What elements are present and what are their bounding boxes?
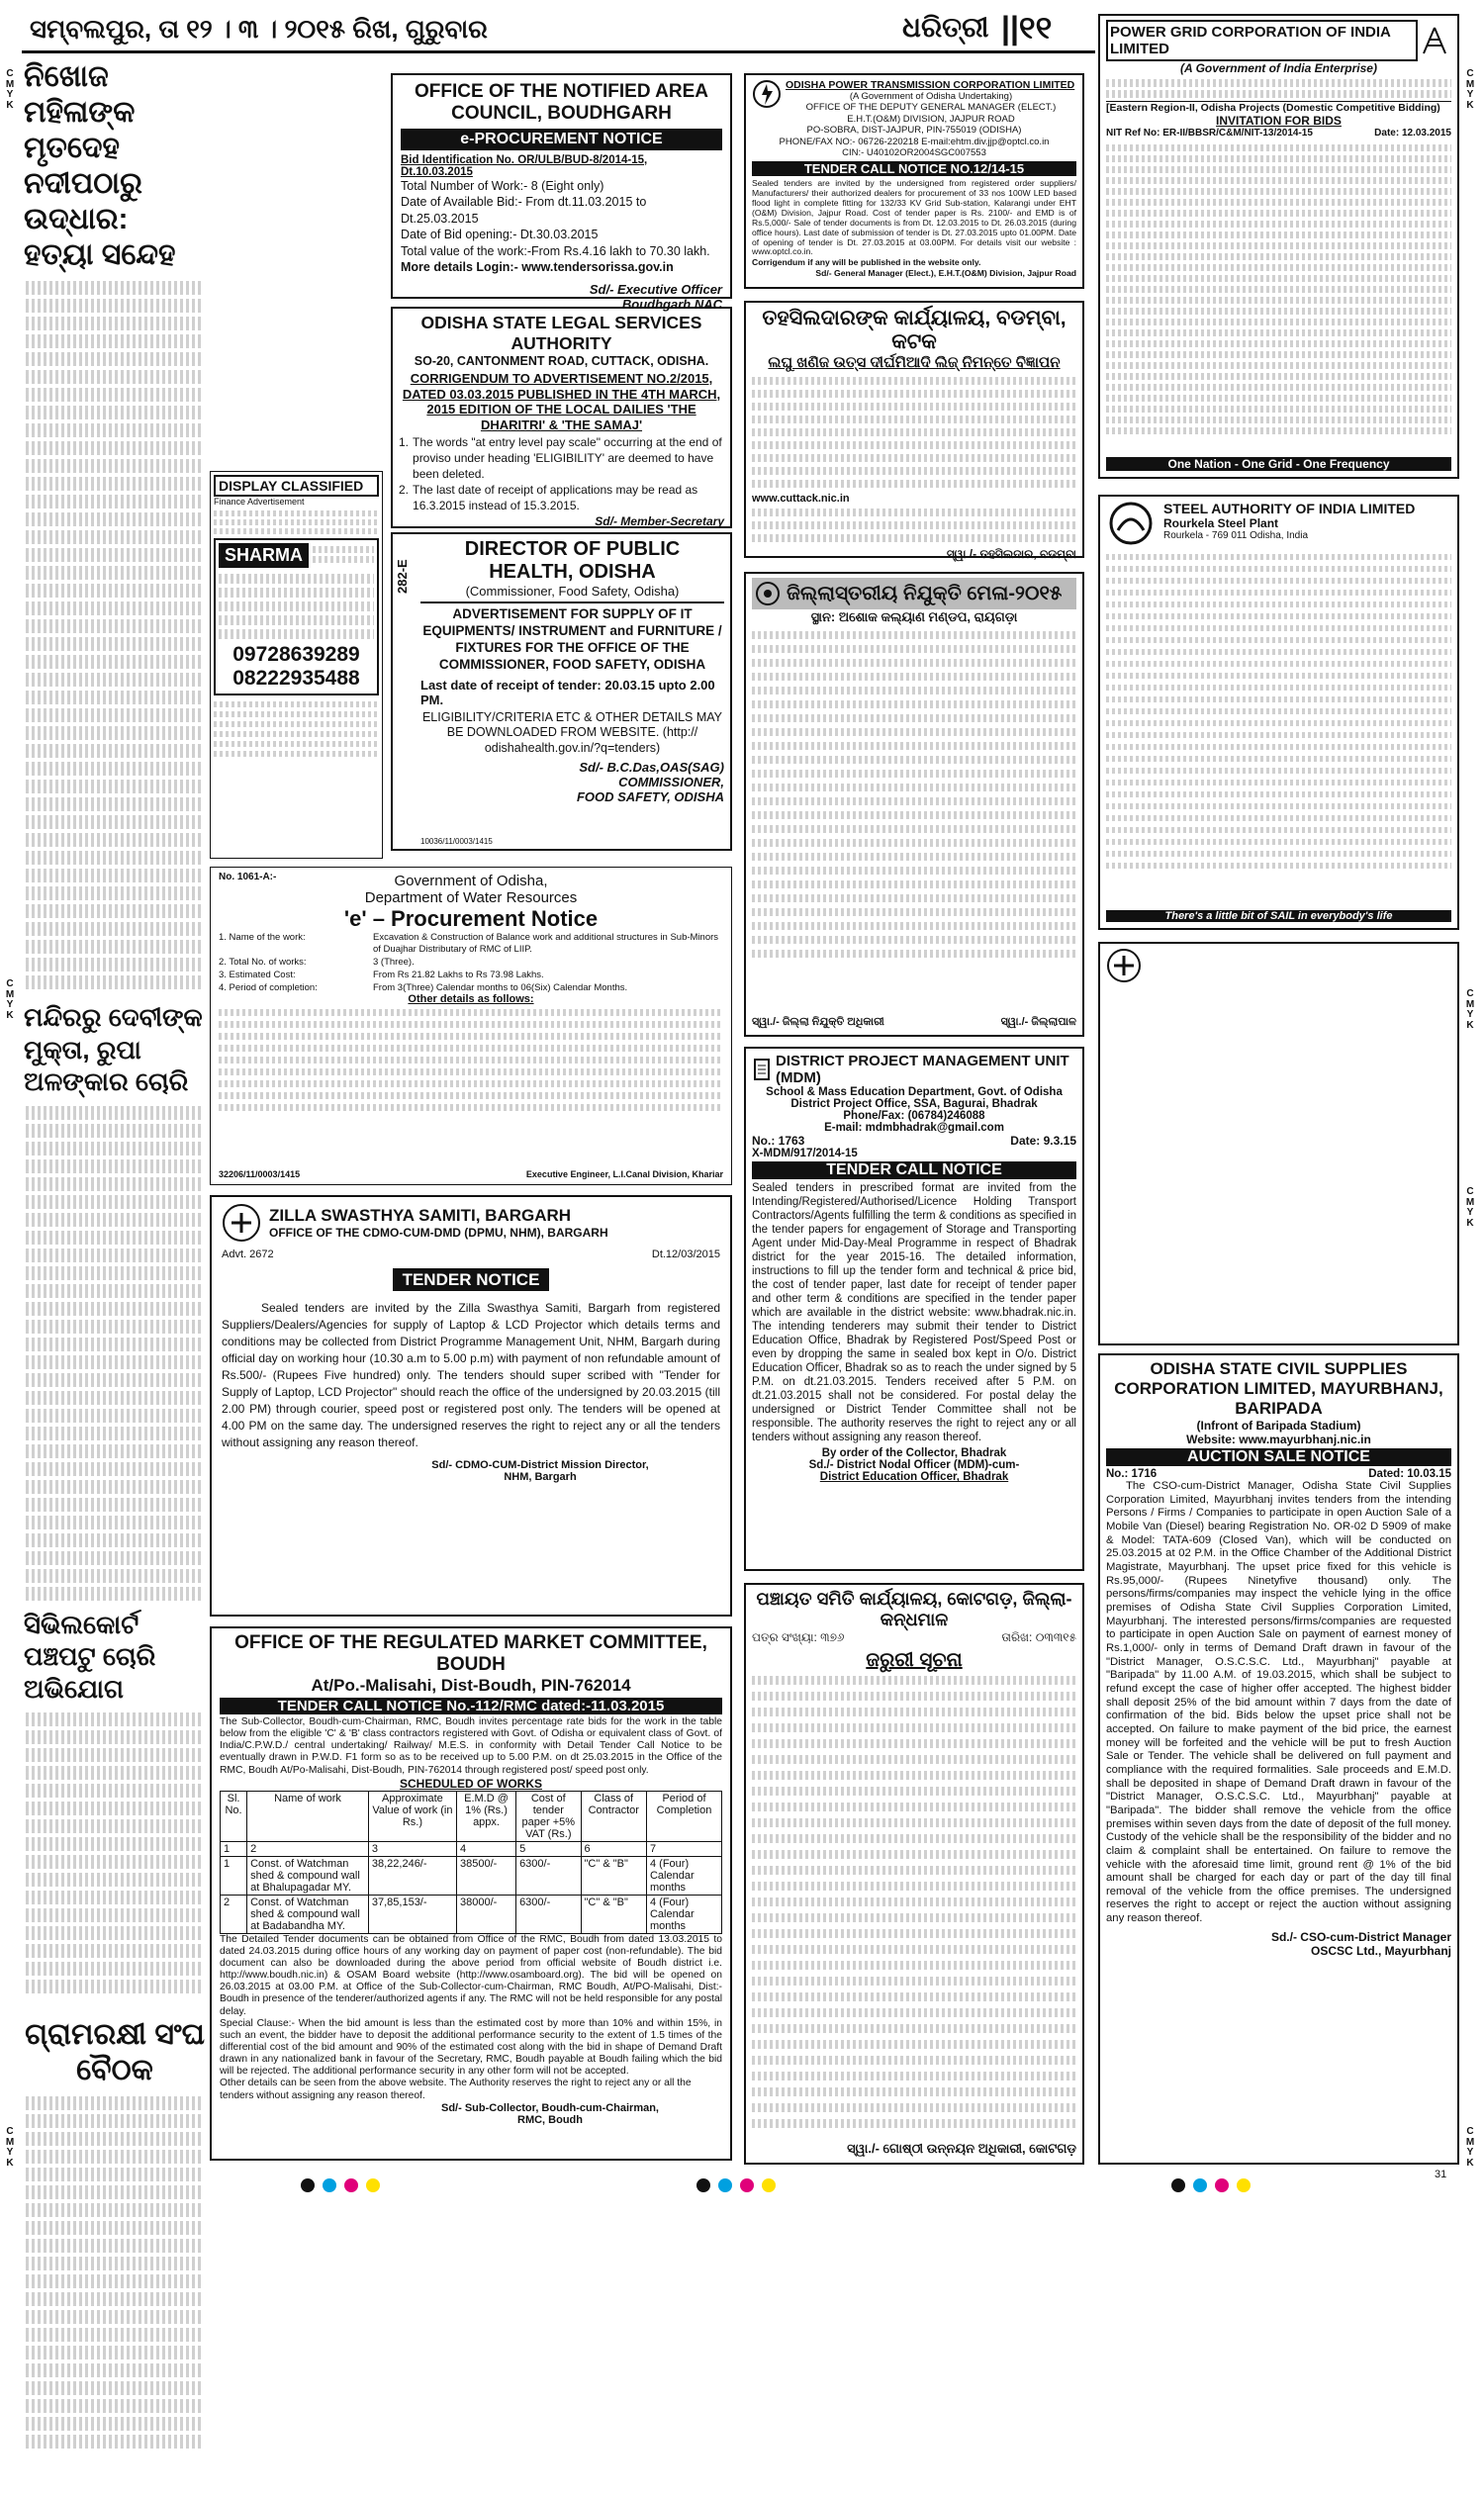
water-other: Other details as follows: bbox=[408, 993, 534, 1006]
dpmu-bar: TENDER CALL NOTICE bbox=[752, 1161, 1076, 1179]
emblem-icon bbox=[755, 581, 781, 606]
water-dept: Department of Water Resources bbox=[364, 889, 578, 906]
water-val: From Rs 21.82 Lakhs to Rs 73.98 Lakhs. bbox=[373, 969, 544, 980]
table-cell: 6300/- bbox=[516, 1895, 581, 1933]
water-notice bbox=[210, 867, 732, 1185]
powergrid-title: POWER GRID CORPORATION OF INDIA LIMITED bbox=[1106, 20, 1418, 61]
table-cell: 6300/- bbox=[516, 1856, 581, 1895]
oscsc-bar: AUCTION SALE NOTICE bbox=[1106, 1448, 1451, 1466]
optcl-title: ODISHA POWER TRANSMISSION CORPORATION LIMITED bbox=[786, 79, 1075, 91]
health-logo-icon bbox=[222, 1203, 261, 1243]
rmc-sig: RMC, Boudh bbox=[517, 2113, 583, 2126]
rmc-addr: At/Po.-Malisahi, Dist-Boudh, PIN-762014 bbox=[311, 1676, 631, 1695]
color-bar-mid bbox=[693, 2178, 801, 2198]
water-key: 2. Total No. of works: bbox=[219, 956, 307, 968]
jobfair-sig-1: ସ୍ୱା./- ଜିଲ୍ଲା ନିଯୁକ୍ତି ଅଧିକାରୀ bbox=[752, 1016, 884, 1028]
classified-title: DISPLAY CLASSIFIED bbox=[214, 475, 379, 497]
dateline: ସମ୍ବଲପୁର, ତା ୧୨ । ୩ । ୨୦୧୫ ରିଖ, ଗୁରୁବାର bbox=[30, 14, 488, 44]
optcl-body: Sealed tenders are invited by the undersigned from registered order suppliers/ Manufacturers/ their authorized dealers for procurement of 33 nos 100W LED based flood light in complete fitting for 132/33 KV Grid Sub-station, Kalarangi under EHT (O&M) Division, Jajpur Road. Cost of tender paper is Rs. 2100/- and EMD is of Rs.5,000/- Sale of tender documents is from Dt. 12.03.2015 to Dt. 26.03.2015 (during office hours). Last date of submission of tender is Dt. 27.03.2015 upto 01.00PM. Date of opening of tender is Dt. 27.03.2015 at 03.00PM. For details visit our website : www.optcl.co.in. bbox=[752, 178, 1076, 257]
sail-sub: Rourkela Steel Plant bbox=[1163, 516, 1279, 530]
jobfair-notice bbox=[744, 572, 1084, 1037]
dph-last: Last date of receipt of tender: 20.03.15 upto 2.00 PM. bbox=[420, 677, 715, 707]
dph-code: 282-E bbox=[395, 559, 410, 594]
jobfair-title: ଜିଲ୍ଲାସ୍ତରୀୟ ନିଯୁକ୍ତି ମେଳା-୨୦୧୫ bbox=[787, 582, 1063, 604]
optcl-sub: PHONE/FAX NO:- 06726-220218 E-mail:ehtm.div.jjp@optcl.co.in bbox=[779, 136, 1050, 147]
optcl-sub: E.H.T.(O&M) DIVISION, JAJPUR ROAD bbox=[847, 113, 1015, 125]
notice-line: Date of Bid opening:- Dt.30.03.2015 bbox=[401, 228, 599, 242]
zss-bargarh-date: Dt.12/03/2015 bbox=[651, 1249, 720, 1260]
powergrid-logo-icon bbox=[1418, 26, 1451, 55]
article-2-body bbox=[22, 1100, 208, 1607]
jobfair-sig-2: ସ୍ୱା./- ଜିଲ୍ଲାପାଳ bbox=[1000, 1016, 1076, 1028]
table-row bbox=[221, 1856, 722, 1895]
oscsc-sig: Sd./- CSO-cum-District Manager bbox=[1270, 1929, 1451, 1944]
dpmu-sig: District Education Officer, Bhadrak bbox=[819, 1471, 1009, 1484]
table-cell: 1 bbox=[221, 1856, 247, 1895]
panchayat-notice bbox=[744, 1583, 1084, 2165]
sail-title: STEEL AUTHORITY OF INDIA LIMITED bbox=[1163, 501, 1416, 516]
zss-bargarh-bar: TENDER NOTICE bbox=[393, 1268, 550, 1291]
water-ref: 32206/11/0003/1415 bbox=[219, 1169, 301, 1179]
table-col-number: 6 bbox=[581, 1841, 646, 1856]
table-cell: 37,85,153/- bbox=[368, 1895, 456, 1933]
rmc-sig: Sd/- Sub-Collector, Boudh-cum-Chairman, bbox=[440, 2101, 659, 2114]
panchayat-date: ତାରିଖ: ୦୩୩୧୫ bbox=[1001, 1630, 1076, 1644]
dpmu-date: Date: 9.3.15 bbox=[1010, 1134, 1076, 1148]
signature: Boudhgarh NAC bbox=[621, 296, 722, 312]
dph-sig: FOOD SAFETY, ODISHA bbox=[576, 789, 724, 805]
sail-addr: Rourkela - 769 011 Odisha, India bbox=[1163, 530, 1309, 541]
cmyk-mark-right: C M Y K bbox=[1465, 68, 1475, 111]
dpmu-line: Phone/Fax: (06784)246088 bbox=[843, 1110, 985, 1122]
oscsc-notice bbox=[1098, 1353, 1459, 2165]
rmc-sched: SCHEDULED OF WORKS bbox=[400, 1776, 542, 1791]
dpmu-ref: X-MDM/917/2014-15 bbox=[752, 1148, 858, 1159]
bid-id: Bid Identification No. OR/ULB/BUD-8/2014-15, Dt.10.03.2015 bbox=[401, 153, 648, 178]
cmyk-mark-left-mid: C M Y K bbox=[5, 978, 15, 1021]
boudhgarh-notice bbox=[391, 73, 732, 312]
powergrid-nit: NIT Ref No: ER-II/BBSR/C&M/NIT-13/2014-15 bbox=[1106, 128, 1313, 139]
rmc-special: Special Clause:- When the bid amount is less than the estimated cost by more than 10% and within 15%, in such an event, the bidder have to deposit the additional performance security to the extent of 1.5 times of the differential cost of the bid amount and 90% of the estimated cost along with the bid in shape of Demand Draft drawn in any nationalized bank in favour of the Secretary, RMC, Boudh payable at Boudh failing which the bid will be rejected. The additional performance security in any other form will not be accepted. bbox=[220, 2017, 722, 2078]
water-title: 'e' – Procurement Notice bbox=[343, 906, 599, 931]
dpmu-body: Sealed tenders in prescribed format are invited from the Intending/Registered/Authorised/Licence Holding Transport Contractors/Agents fulfilling the term & conditions as specified in the tender papers for engagement of Storage and Transporting Agent under Mid-Day-Meal Programme in respect of Bhadrak district for the year 2015-16. The detailed information, instructions to fill up the tender form and technical & price bid, the cost of tender paper, last date for receipt of tender paper and other term & conditions are specified in the tender paper which are available in the district website: www.bhadrak.nic.in. The intending tenderers may submit their tender to District Education Office, Bhadrak by Registered Post/Speed Post or even by dropping the same in sealed box kept in O/o. District Education Officer, Bhadrak so as to reach the under signed by 5 P.M. on dt.21.03.2015. Tenders received after 5 P.M. on dt.21.03.2015 shall not be considered. For postal delay the undersigned or District Tender Committee shall not be responsible. The authority reserves the right to reject any or all tenders without assigning any reason thereof. bbox=[752, 1182, 1076, 1444]
water-gov: Government of Odisha, bbox=[394, 873, 548, 889]
table-cell: 38500/- bbox=[456, 1856, 515, 1895]
zss-bargarh-notice bbox=[210, 1195, 732, 1617]
masthead bbox=[22, 8, 1095, 53]
table-header: Class of Contractor bbox=[581, 1791, 646, 1841]
panchayat-body bbox=[752, 1676, 1076, 2128]
oscsc-body: The CSO-cum-District Manager, Odisha State Civil Supplies Corporation Limited, Mayurbhanj invites tenders from the intending Persons / Firms / Companies to participate in open Auction Sale of a Mobile Van (Diesel) bearing Registration No. OR-02 D 5909 of make & Model: TATA-609 (Closed Van), which will be conducted on 25.03.2015 at 02 P.M. in the Office Chamber of the Additional District Magistrate, Mayurbhanj. The upset price fixed for this vehicle is Rs.95,000/- (Rupees Ninetyfive thousand) only. The persons/firms/companies may inspect the vehicle lying in the office premises of Odisha State Civil Supplies Corporation Limited, Mayurbhanj. The interested persons/firms/companies are requested to participate in open Auction Sale on payment of earnest money of Rs.1,000/- only in terms of Demand Draft drawn in favour of the "District Manager, O.S.C.S.C. Ltd., Mayurbhanj" payable at "Baripada" by 11.00 A.M. of 19.03.2015, which shall be subject to refund except the case of higher offer accepted. The highest bidder shall deposit 25% of the bid amount within 7 days from the date of confirmation of the bid. Bids below the upset price shall not be accepted. On failure to make payment of the bid price, the earnest money will be forfeited and the vehicle will be put to fresh Auction Sale or Tender. The vehicle shall be delivered on full payment and compliance with the required formalities. Sale proceeds and E.M.D. shall be deposited in shape of Demand Draft drawn in favour of the "District Manager, O.S.C.S.C. Ltd., Mayurbhanj" payable at "Baripada". The bidder shall remove the vehicle from the office premises within seven days from the date of deposit of the full money. Custody of the vehicle shall be the responsibility of the bidder and no claim & complaint shall be entertained. On failure to remove the vehicle with the aforesaid time limit, ground rent @ 1% of the bid amount shall be charged for each day or part of the day till final removal of the vehicle from the office premises. The undersigned reserves the right to accept or reject the auction without assigning any reason thereof. bbox=[1106, 1480, 1451, 1925]
table-header: Period of Completion bbox=[646, 1791, 721, 1841]
oscsc-sig: OSCSC Ltd., Mayurbhanj bbox=[1310, 1943, 1451, 1958]
tahasil-notice bbox=[744, 301, 1084, 561]
table-cell: 4 (Four) Calendar months bbox=[646, 1895, 721, 1933]
dpmu-line: School & Mass Education Department, Govt. of Odisha bbox=[766, 1086, 1063, 1098]
water-table bbox=[219, 1009, 723, 1111]
optcl-sig: Sd/- General Manager (Elect.), E.H.T.(O&M) Division, Jajpur Road bbox=[815, 267, 1076, 278]
oscsc-no: No.: 1716 bbox=[1106, 1468, 1158, 1481]
sail-logo-icon bbox=[1106, 501, 1156, 546]
signature: Sd/- Executive Officer bbox=[589, 281, 722, 297]
powergrid-bar: INVITATION FOR BIDS bbox=[1216, 114, 1342, 128]
health-logo-icon bbox=[1106, 948, 1142, 983]
optcl-sub: OFFICE OF THE DEPUTY GENERAL MANAGER (ELECT.) bbox=[805, 102, 1057, 114]
article-4-body bbox=[22, 2090, 208, 2498]
table-cell: Const. of Watchman shed & compound wall at Bhalupagadar MY. bbox=[247, 1856, 369, 1895]
rmc-body: The Sub-Collector, Boudh-cum-Chairman, RMC, Boudh invites percentage rate bids for the work in the table below from the eligible 'C' & 'B' class contractors registered with Govt. of Odisha or equivalent class of Govt. of India/C.P.W.D./ central undertaking/ Railway/ M.E.S. in conformity with Detail Tender Call Notice to be eventually drawn in P.W.D. F1 form so as to be received up to 5.00 P.M. on dt 25.03.2015 in the Office of the RMC, Boudh At/Po-Malisahi, Dist-Boudh, PIN-762014 through registered post/ speed post only. bbox=[220, 1716, 722, 1776]
table-header: Cost of tender paper +5% VAT (Rs.) bbox=[516, 1791, 581, 1841]
news-column bbox=[22, 57, 208, 2174]
color-bar-left bbox=[297, 2178, 406, 2198]
notice-line: Total Number of Work:- 8 (Eight only) bbox=[401, 178, 604, 193]
optcl-notice bbox=[744, 73, 1084, 289]
dpmu-no: No.: 1763 bbox=[752, 1134, 805, 1148]
table-header: Approximate Value of work (in Rs.) bbox=[368, 1791, 456, 1841]
notice-line: Date of Available Bid:- From dt.11.03.2015 to Dt.25.03.2015 bbox=[401, 195, 647, 226]
optcl-corr: Corrigendum if any will be published in the website only. bbox=[752, 257, 981, 268]
water-sig: Executive Engineer, L.I.Canal Division, Khariar bbox=[525, 1169, 723, 1179]
water-val: From 3(Three) Calendar months to 06(Six) Calendar Months. bbox=[373, 981, 628, 993]
table-header: Sl. No. bbox=[221, 1791, 247, 1841]
panchayat-sig: ସ୍ୱା./- ଗୋଷ୍ଠୀ ଉନ୍ନୟନ ଅଧିକାରୀ, କୋଟଗଡ଼ bbox=[847, 2141, 1076, 2156]
powergrid-notice bbox=[1098, 14, 1459, 479]
panchayat-title: ପଞ୍ଚାୟତ ସମିତି କାର୍ଯ୍ୟାଳୟ, କୋଟଗଡ଼, ଜିଲ୍ଲା- କନ୍ଧମାଳ bbox=[756, 1589, 1072, 1629]
rmc-table bbox=[220, 1791, 722, 1934]
table-row bbox=[221, 1895, 722, 1933]
dpmu-order: By order of the Collector, Bhadrak bbox=[821, 1447, 1007, 1460]
classified-sub: Finance Advertisement bbox=[214, 497, 305, 507]
jobfair-body bbox=[752, 631, 1076, 958]
oslsa-addr: SO-20, CANTONMENT ROAD, CUTTACK, ODISHA. bbox=[414, 354, 709, 368]
rmc-other: Other details can be seen from the above website. The Authority reserves the right to reject any or all the tenders without assigning any reason thereof. bbox=[220, 2078, 692, 2101]
optcl-sub: CIN:- U40102OR2004SGC007553 bbox=[842, 146, 986, 158]
oscsc-title: ODISHA STATE CIVIL SUPPLIES CORPORATION LIMITED, MAYURBHANJ, BARIPADA bbox=[1114, 1359, 1443, 1419]
zss-bargarh-office: OFFICE OF THE CDMO-CUM-DMD (DPMU, NHM), BARGARH bbox=[269, 1226, 608, 1240]
oslsa-corr: CORRIGENDUM TO ADVERTISEMENT NO.2/2015, DATED 03.03.2015 PUBLISHED IN THE 4TH MARCH, 2015 EDITION OF THE LOCAL DAILIES 'THE DHARITRI' & 'THE SAMAJ' bbox=[402, 371, 721, 432]
dph-elig: ELIGIBILITY/CRITERIA ETC & OTHER DETAILS MAY BE DOWNLOADED FROM WEBSITE. (http:// odishahealth.gov.in/?q=tenders) bbox=[421, 709, 723, 755]
phone-2: 08222935488 bbox=[232, 667, 360, 690]
headline-2: ମନ୍ଦିରରୁ ଦେବୀଙ୍କ ମୁକ୍ତା, ରୁପା ଅଳଙ୍କାର ଚୋରି bbox=[24, 1002, 203, 1096]
tahasil-title: ତହସିଲଦାରଙ୍କ କାର୍ଯ୍ୟାଳୟ, ବଡମ୍ବା, କଟକ bbox=[762, 307, 1067, 353]
headline-3: ସିଭିଲକୋର୍ଟ ପଞ୍ଚପଟୁ ଚୋରି ଅଭିଯୋଗ bbox=[24, 1609, 156, 1704]
oscsc-date: Dated: 10.03.15 bbox=[1368, 1468, 1451, 1481]
cmyk-mark-right-mid: C M Y K bbox=[1465, 988, 1475, 1031]
optcl-logo-icon bbox=[752, 79, 782, 109]
water-key: 3. Estimated Cost: bbox=[219, 969, 296, 980]
table-header: E.M.D @ 1% (Rs.) appx. bbox=[456, 1791, 515, 1841]
powergrid-date: Date: 12.03.2015 bbox=[1374, 128, 1451, 139]
article-3-body bbox=[22, 1707, 208, 2015]
water-val: Excavation & Construction of Balance work and additional structures in Sub-Minors of Duajhar Distributary of RMC of LIIP. bbox=[373, 932, 719, 955]
table-cell: 2 bbox=[221, 1895, 247, 1933]
table-cell: "C" & "B" bbox=[581, 1895, 646, 1933]
color-bar-right bbox=[1167, 2178, 1276, 2198]
notice-title: OFFICE OF THE NOTIFIED AREA COUNCIL, BOUDHGARH bbox=[415, 81, 708, 124]
zss-bargarh-sig: NHM, Bargarh bbox=[504, 1471, 577, 1484]
water-val: 3 (Three). bbox=[373, 956, 415, 968]
powergrid-body bbox=[1106, 144, 1451, 434]
water-key: 4. Period of completion: bbox=[219, 981, 318, 993]
emblem-icon bbox=[752, 1058, 772, 1081]
optcl-sub: (A Government of Odisha Undertaking) bbox=[849, 91, 1013, 102]
zss-bargarh-body: Sealed tenders are invited by the Zilla Swasthya Samiti, Bargarh from registered Suppliers/Dealers/Agencies for supply of Laptop & LCD Projector which details terms and conditions may be collected from District Programme Management Unit, NHM, Bargarh during official day on working hour (10.30 a.m to 5.00 p.m) with payment of non refundable amount of Rs.500/- (Rupees Five hundred) only. The tenders should super scribed with "Tender for Supply of Laptop, LCD Projector" should reach the office of the undersigned by 20.03.2015 (till 2.00 PM) through courier, speed post or registered post only. The tenders will be opened at 4.00 PM on the same day. The undersigned reserves the right to reject any or all the tenders without assigning any reason thereof. bbox=[222, 1301, 720, 1450]
oslsa-sig: Sd/- Member-Secretary bbox=[595, 513, 724, 528]
dph-sub: (Commissioner, Food Safety, Odisha) bbox=[465, 584, 680, 599]
tahasil-body bbox=[752, 377, 1076, 488]
sail-footer: There's a little bit of SAIL in everybody's life bbox=[1106, 910, 1451, 922]
table-cell: "C" & "B" bbox=[581, 1856, 646, 1895]
rmc-bar: TENDER CALL NOTICE No.-112/RMC dated:-11.03.2015 bbox=[220, 1698, 722, 1714]
powergrid-region: [Eastern Region-II, Odisha Projects (Domestic Competitive Bidding) bbox=[1106, 101, 1451, 114]
oscsc-sub: (Infront of Baripada Stadium) bbox=[1196, 1419, 1361, 1434]
water-no: No. 1061-A:- bbox=[219, 872, 277, 882]
oslsa-notice: ODISHA STATE LEGAL SERVICES AUTHORITY SO-20, CANTONMENT ROAD, CUTTACK, ODISHA. CORRIGENDUM TO ADVERTISEMENT NO.2/2015, DATED 03.03.2015 PUBLISHED IN THE 4TH MARCH, 2015 EDITION OF THE LOCAL DAILIES 'THE DHARITRI' & 'THE SAMAJ' 1. The words "at entry level pay scale" occurring at the end of proviso under heading 'ELIGIBILITY' are deemed to have been deleted. 2. The last date of receipt of applications may be read as 16.3.2015 instead of 15.3.2015. Sd/- Member-Secretary bbox=[391, 307, 732, 528]
oslsa-point-2: The last date of receipt of applications may be read as 16.3.2015 instead of 15.3.2015. bbox=[413, 482, 698, 512]
footer-page-number: 31 bbox=[1435, 2169, 1447, 2180]
panchayat-heading: ଜରୁରୀ ସୂଚନା bbox=[866, 1649, 963, 1671]
table-header: Name of work bbox=[247, 1791, 369, 1841]
optcl-sub: PO-SOBRA, DIST-JAJPUR, PIN-755019 (ODISHA) bbox=[806, 125, 1022, 137]
rmc-notice bbox=[210, 1626, 732, 2161]
dpmu-title: DISTRICT PROJECT MANAGEMENT UNIT (MDM) bbox=[776, 1053, 1069, 1086]
page-number: ||୧୧ bbox=[1001, 10, 1053, 46]
paper-name: ଧରିତ୍ରୀ bbox=[902, 12, 989, 43]
zss-bargarh-sig: Sd/- CDMO-CUM-District Mission Director, bbox=[431, 1459, 649, 1472]
notice-bar: e-PROCUREMENT NOTICE bbox=[401, 129, 722, 150]
phone-1: 09728639289 bbox=[232, 643, 360, 666]
sail-table bbox=[1106, 554, 1451, 869]
table-cell: 4 (Four) Calendar months bbox=[646, 1856, 721, 1895]
water-key: 1. Name of the work: bbox=[219, 932, 306, 943]
dph-title: DIRECTOR OF PUBLIC HEALTH, ODISHA bbox=[464, 538, 681, 583]
table-col-number: 1 bbox=[221, 1841, 247, 1856]
zss-bargarh-adv: Advt. 2672 bbox=[222, 1249, 274, 1260]
dph-sig: COMMISSIONER, bbox=[618, 775, 724, 790]
rmc-title: OFFICE OF THE REGULATED MARKET COMMITTEE, BOUDH bbox=[234, 1632, 707, 1675]
dph-notice bbox=[391, 532, 732, 851]
table-cell: Const. of Watchman shed & compound wall at Badabandha MY. bbox=[247, 1895, 369, 1933]
dpmu-line: E-mail: mdmbhadrak@gmail.com bbox=[824, 1122, 1004, 1134]
sharma-brand: SHARMA bbox=[219, 543, 309, 568]
dpmu-sig: Sd./- District Nodal Officer (MDM)-cum- bbox=[808, 1459, 1020, 1472]
headline-1: ନିଖୋଜ ମହିଳାଙ୍କ ମୃତଦେହ ନଦୀପଠାରୁ ଉଦ୍ଧାର: ହତ୍ୟା ସନ୍ଦେହ bbox=[24, 60, 176, 271]
cmyk-mark-right-2: C M Y K bbox=[1465, 1186, 1475, 1229]
rmc-body2: The Detailed Tender documents can be obtained from Office of the RMC, Boudh from dated 13.03.2015 to dated 24.03.2015 during office hours of any working day on payment of paper cost (non-refundable). The bid document can also be downloaded during the above period from official website of Boudh district i.e. http://www.boudh.nic.in) & OSAM Board website (http://www.osamboard.org). The bid will be opened on 26.03.2015 at 03.00 P.M. at Office of the Sub-Collector-cum-Chairman, RMC Boudh, At/PO-Malisahi, Dist:- Boudh in presence of the tenderer/authorized agents if any. The RMC will not be held responsible for any postal delay. bbox=[220, 1933, 722, 2017]
table-cell: 38,22,246/- bbox=[368, 1856, 456, 1895]
dph-adv: ADVERTISEMENT FOR SUPPLY OF IT EQUIPMENTS/ INSTRUMENT and FURNITURE / FIXTURES FOR THE OFFICE OF THE COMMISSIONER, FOOD SAFETY, ODISHA bbox=[420, 601, 724, 674]
cmyk-mark-right-bot: C M Y K bbox=[1465, 2126, 1475, 2169]
sail-notice bbox=[1098, 495, 1459, 930]
headline-4: ଗ୍ରାମରକ୍ଷୀ ସଂଘ ବୈଠକ bbox=[25, 2018, 205, 2086]
oslsa-point-1: The words "at entry level pay scale" occurring at the end of proviso under heading 'ELIGIBILITY' are deemed to have been deleted. bbox=[413, 435, 722, 482]
dph-sig: Sd/- B.C.Das,OAS(SAG) bbox=[579, 760, 724, 776]
table-col-number: 4 bbox=[456, 1841, 515, 1856]
notice-line: Total value of the work:-From Rs.4.16 lakh to 70.30 lakh. bbox=[401, 243, 710, 258]
oslsa-title: ODISHA STATE LEGAL SERVICES AUTHORITY bbox=[420, 313, 702, 353]
display-classified bbox=[210, 471, 383, 859]
cmyk-mark-left-bot: C M Y K bbox=[5, 2126, 15, 2169]
dpmu-line: District Project Office, SSA, Bagurai, Bhadrak bbox=[790, 1098, 1038, 1110]
optcl-bar: TENDER CALL NOTICE NO.12/14-15 bbox=[752, 161, 1076, 176]
jobfair-sub: ସ୍ଥାନ: ଅଶୋକ କଲ୍ୟାଣ ମଣ୍ଡପ, ରାୟଗଡ଼ା bbox=[810, 609, 1018, 624]
powergrid-sub: (A Government of India Enterprise) bbox=[1180, 61, 1377, 75]
table-col-number: 2 bbox=[247, 1841, 369, 1856]
article-1-body bbox=[22, 275, 208, 999]
cmyk-mark-left: C M Y K bbox=[5, 68, 15, 111]
oscsc-web: Website: www.mayurbhanj.nic.in bbox=[1186, 1433, 1371, 1447]
notice-line: More details Login:- www.tendersorissa.gov.in bbox=[401, 260, 674, 275]
powergrid-tagline: One Nation - One Grid - One Frequency bbox=[1106, 457, 1451, 471]
dph-ref: 10036/11/0003/1415 bbox=[420, 837, 493, 846]
table-col-number: 7 bbox=[646, 1841, 721, 1856]
panchayat-no: ପତ୍ର ସଂଖ୍ୟା: ୩୭୬ bbox=[752, 1630, 845, 1644]
zss-deogarh-notice bbox=[1098, 942, 1459, 1345]
zss-bargarh-title: ZILLA SWASTHYA SAMITI, BARGARH bbox=[269, 1206, 572, 1225]
tahasil-site: www.cuttack.nic.in bbox=[752, 493, 850, 505]
tahasil-sig: ସ୍ୱା./- ତହସିଲଦାର, ବଡମ୍ବା bbox=[946, 547, 1076, 561]
table-col-number: 3 bbox=[368, 1841, 456, 1856]
tahasil-sub: ଲଘୁ ଖଣିଜ ଉତ୍ସ ଦୀର୍ଘମିଆଦି ଲିଜ୍ ନିମନ୍ତେ ବିଜ୍ଞାପନ bbox=[768, 354, 1061, 371]
table-cell: 38000/- bbox=[456, 1895, 515, 1933]
table-col-number: 5 bbox=[516, 1841, 581, 1856]
dpmu-notice bbox=[744, 1047, 1084, 1571]
